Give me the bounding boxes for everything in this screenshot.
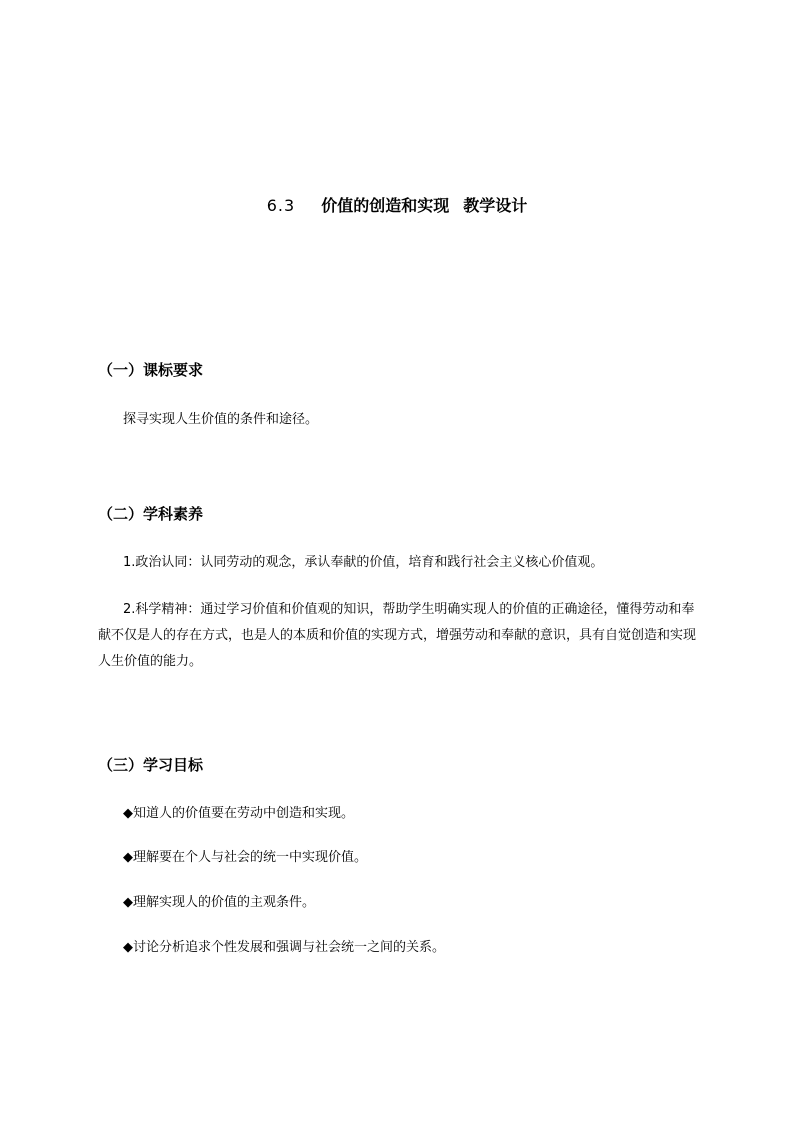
- title-number: 6.3: [266, 196, 296, 215]
- literacy-paragraph-science: 2.科学精神：通过学习价值和价值观的知识，帮助学生明确实现人的价值的正确途径，懂得劳动和奉献不仅是人的存在方式，也是人的本质和价值的实现方式，增强劳动和奉献的意识，具有自觉创造和实现人生价值的能力。: [98, 602, 697, 669]
- document-title: [0, 194, 794, 218]
- title-suffix: 教学设计: [463, 196, 528, 215]
- objective-item: ◆理解要在个人与社会的统一中实现价值。: [123, 850, 367, 865]
- section-heading-literacy: （二）学科素养: [98, 505, 204, 523]
- curriculum-paragraph: 探寻实现人生价值的条件和途径。: [123, 412, 319, 427]
- section-heading-objectives: （三）学习目标: [98, 756, 204, 774]
- objective-item: ◆知道人的价值要在劳动中创造和实现。: [123, 806, 354, 821]
- title-text: 价值的创造和实现: [321, 196, 450, 215]
- objective-item: ◆讨论分析追求个性发展和强调与社会统一之间的关系。: [123, 940, 445, 955]
- section-heading-curriculum: （一）课标要求: [98, 361, 204, 379]
- objective-item: ◆理解实现人的价值的主观条件。: [123, 895, 315, 910]
- literacy-paragraph-political: 1.政治认同：认同劳动的观念，承认奉献的价值，培育和践行社会主义核心价值观。: [123, 555, 604, 570]
